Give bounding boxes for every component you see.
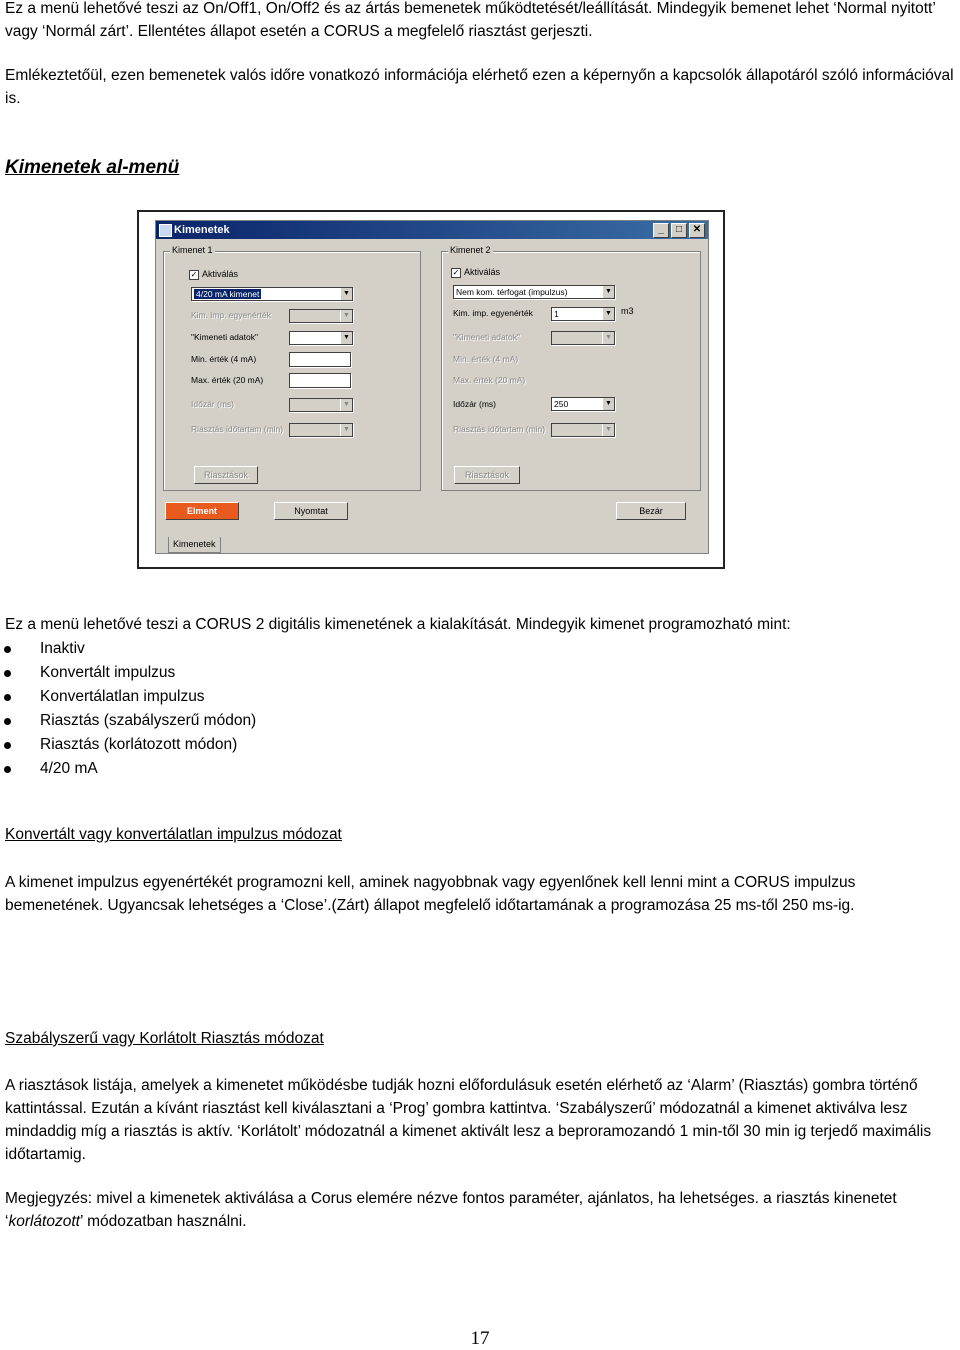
output-2-max-label: Max. érték (20 mA) [453, 375, 526, 385]
output-2-equiv-select[interactable]: 1 ▼ [551, 307, 615, 321]
description-paragraph: Ez a menü lehetővé teszi a CORUS 2 digitális kimenetének a kialakítását. Mindegyik kimenet programozható mint: [5, 616, 791, 633]
maximize-icon[interactable]: □ [671, 223, 687, 238]
output-2-timer-select[interactable]: 250 ▼ [551, 397, 615, 411]
pulse-mode-paragraph: A kimenet impulzus egyenértékét programozni kell, aminek nagyobbnak vagy egyenlőnek kell lenni mint a CORUS impulzus bemenetének. Ugyancsak lehetséges a ‘Close’.(Zárt) állapot megfelelő időtartamának a programozása 25 ms-től 250 ms-ig. [5, 874, 856, 914]
window-titlebar [156, 221, 708, 239]
output-2-equiv-unit: m3 [621, 306, 634, 316]
bullet-icon [4, 718, 11, 725]
pulse-mode-heading: Konvertált vagy konvertálatlan impulzus módozat [5, 826, 342, 843]
note-paragraph: Megjegyzés: mivel a kimenetek aktiválása a Corus elemére nézve fontos paraméter, ajánlatos, ha lehetséges. a riasztás kinenetet ‘korlátozott’ módozatban használni. [5, 1190, 897, 1230]
options-list [0, 637, 256, 781]
check-icon: ✓ [190, 269, 198, 279]
list-item: Riasztás (korlátozott módon) [0, 733, 256, 757]
output-2-alarm-duration-select[interactable] [551, 423, 615, 437]
alarm-mode-heading: Szabályszerű vagy Korlátolt Riasztás módozat [5, 1030, 324, 1047]
output-2-label: Kimenet 2 [450, 245, 491, 255]
output-1-mode-select[interactable]: 4/20 mA kimenet ▼ [191, 287, 353, 301]
output-2-data-select[interactable] [551, 331, 615, 345]
chevron-down-icon[interactable]: ▼ [340, 424, 352, 436]
output-2-data-label: "Kimeneti adatok" [453, 332, 520, 342]
output-1-timer-label: Időzár (ms) [191, 399, 234, 409]
bullet-icon [4, 670, 11, 677]
output-2-min-label: Min. érték (4 mA) [453, 354, 519, 364]
chevron-down-icon[interactable]: ▼ [340, 332, 352, 344]
output-1-timer-select[interactable] [289, 398, 353, 412]
chevron-down-icon[interactable]: ▼ [340, 288, 352, 300]
check-icon: ✓ [452, 267, 460, 277]
list-item: Konvertált impulzus [0, 661, 256, 685]
print-button[interactable]: Nyomtat [274, 502, 348, 520]
section-title: Kimenetek al-menü [5, 157, 180, 178]
output-1-equiv-select[interactable] [289, 309, 353, 323]
chevron-down-icon[interactable]: ▼ [602, 332, 614, 344]
output-1-min-input[interactable] [289, 352, 351, 367]
bullet-icon [4, 646, 11, 653]
save-button[interactable]: Elment [165, 502, 239, 520]
list-item: Inaktiv [0, 637, 256, 661]
chevron-down-icon[interactable]: ▼ [340, 399, 352, 411]
output-2-activate-checkbox[interactable]: ✓ Aktiválás [452, 267, 501, 277]
intro-paragraph-2: Emlékeztetőül, ezen bemenetek valós időre vonatkozó információja elérhető ezen a képernyőn a kapcsolók állapotáról szóló információval is. [5, 67, 954, 107]
output-1-data-label: "Kimeneti adatok" [191, 332, 258, 342]
output-1-alarms-button[interactable]: Riasztások [194, 466, 258, 484]
output-1-max-input[interactable] [289, 373, 351, 388]
output-1-max-label: Max. érték (20 mA) [191, 375, 264, 385]
output-2-mode-select[interactable]: Nem kom. térfogat (impulzus) ▼ [453, 285, 615, 299]
output-1-equiv-label: Kim. imp. egyenérték [191, 310, 271, 320]
close-icon[interactable]: ✕ [689, 223, 705, 238]
close-button[interactable]: Bezár [616, 502, 686, 520]
output-2-alarm-duration-label: Riasztás időtartam (min) [453, 424, 546, 434]
tab-outputs[interactable]: Kimenetek [168, 537, 221, 553]
output-1-alarm-duration-select[interactable] [289, 423, 353, 437]
app-icon [159, 224, 172, 237]
output-1-min-label: Min. érték (4 mA) [191, 354, 257, 364]
output-2-alarms-button[interactable]: Riasztások [454, 466, 520, 484]
output-1-activate-checkbox[interactable]: ✓ Aktiválás [190, 269, 239, 279]
list-item: Riasztás (szabályszerű módon) [0, 709, 256, 733]
intro-paragraph-1: Ez a menü lehetővé teszi az On/Off1, On/Off2 és az ártás bemenetek működtetését/leállítását. Mindegyik bemenet lehet ‘Normal nyitott’ vagy ‘Normál zárt’. Ellentétes állapot esetén a CORUS a megfelelő riasztást gerjeszti. [5, 0, 936, 40]
bullet-icon [4, 742, 11, 749]
output-1-label: Kimenet 1 [172, 245, 213, 255]
output-2-equiv-label: Kim. imp. egyenérték [453, 308, 533, 318]
list-item: 4/20 mA [0, 757, 256, 781]
chevron-down-icon[interactable]: ▼ [602, 398, 614, 410]
chevron-down-icon[interactable]: ▼ [602, 308, 614, 320]
output-1-data-select[interactable] [289, 331, 353, 345]
chevron-down-icon[interactable]: ▼ [602, 424, 614, 436]
outputs-window [155, 220, 709, 554]
page-number: 17 [470, 1328, 490, 1349]
bullet-icon [4, 694, 11, 701]
alarm-mode-paragraph: A riasztások listája, amelyek a kimenetet működésbe tudják hozni előfordulásuk esetén elérhető az ‘Alarm’ (Riasztás) gombra történő kattintással. Ezután a kívánt riasztást kell kiválasztani a ‘Prog’ gombra kattintva. ‘Szabályszerű’ módozatnál a kimenet aktiválva lesz mindaddig míg a riasztás is aktív. ‘Korlátolt’ módozatnál a kimenet aktivált lesz a beproramozandó 1 min-től 30 min ig terjedő maximális időtartamig. [5, 1077, 932, 1163]
list-item: Konvertálatlan impulzus [0, 685, 256, 709]
chevron-down-icon[interactable]: ▼ [602, 286, 614, 298]
output-1-alarm-duration-label: Riasztás időtartam (min) [191, 424, 284, 434]
chevron-down-icon[interactable]: ▼ [340, 310, 352, 322]
output-2-timer-label: Időzár (ms) [453, 399, 496, 409]
bullet-icon [4, 766, 11, 773]
minimize-icon[interactable]: _ [653, 223, 669, 238]
screenshot-figure [137, 210, 725, 569]
window-title: Kimenetek [174, 224, 230, 236]
